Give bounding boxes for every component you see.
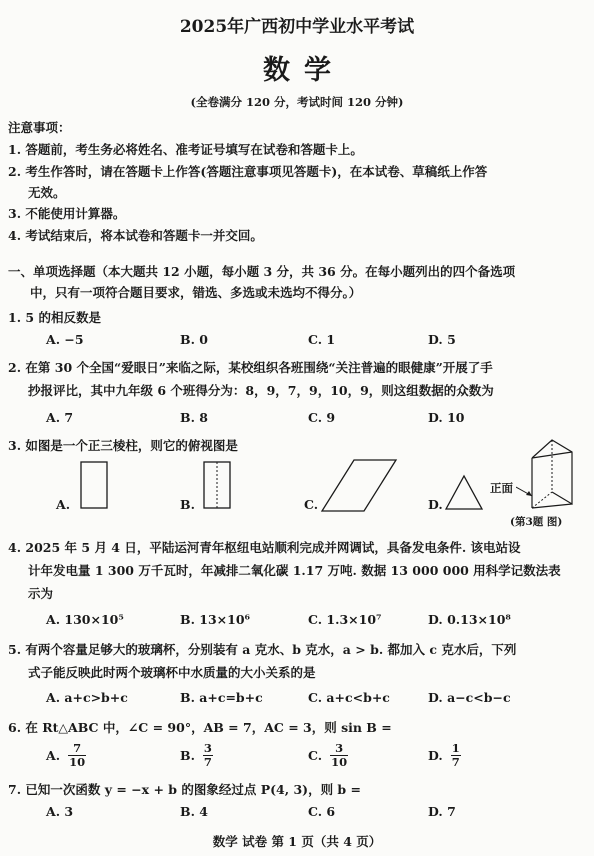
q6-option-c-label: C. [308,748,323,763]
q4-option-a: A. 130×10⁵ [46,612,124,627]
q2-option-c: C. 9 [308,410,336,425]
fraction-denominator: 7 [451,755,460,769]
q3-label-a: A. [56,497,71,512]
q4-line2: 计年发电量 1 300 万千瓦时，年减排二氧化碳 1.17 万吨. 数据 13 000 000 用科学记数法表 [28,563,561,578]
q7-option-b: B. 4 [180,804,208,819]
q3-option-c-figure [320,458,400,514]
subject-title: 数学 [263,55,345,86]
q5-option-a: A. a+c>b+c [46,690,128,705]
q1-option-c: C. 1 [308,332,336,347]
rectangle-shape [81,462,107,508]
q5-option-b: B. a+c=b+c [180,690,263,705]
q2-line1: 2. 在第 30 个全国“爱眼日”来临之际，某校组织各班围绕“关注普遍的眼健康”开展了手 [8,360,493,375]
q6-option-d-fraction [451,742,461,769]
q2-option-d: D. 10 [428,410,465,425]
exam-subtitle: (全卷满分 120 分，考试时间 120 分钟) [190,95,404,109]
q2-option-a: A. 7 [46,410,74,425]
q6-option-a-fraction [68,742,86,769]
q6-option-c-fraction [330,742,348,769]
q3-stem: 3. 如图是一个正三棱柱，则它的俯视图是 [8,438,238,453]
q1-stem: 1. 5 的相反数是 [8,310,101,325]
notice-item-2: 2. 考生作答时，请在答题卡上作答(答题注意事项见答题卡)，在本试卷、草稿纸上作答 [8,164,488,179]
page-footer: 数学 试卷 第 1 页（共 4 页） [212,834,382,849]
section-heading-line1: 一、单项选择题（本大题共 12 小题，每小题 3 分，共 36 分。在每小题列出的四个备选项 [8,264,516,279]
q3-option-a-figure [80,461,110,511]
notice-item-1: 1. 答题前，考生务必将姓名、准考证号填写在试卷和答题卡上。 [8,142,363,157]
notice-item-3: 3. 不能使用计算器。 [8,206,126,221]
q6-option-d-label: D. [428,748,443,763]
q6-option-b-label: B. [180,748,195,763]
prism-bottom-edge [532,504,572,508]
q4-line3: 示为 [28,586,54,601]
fraction-denominator: 7 [203,755,212,769]
q4-option-d: D. 0.13×10⁸ [428,612,511,627]
fraction-numerator: 3 [330,742,348,756]
q4-option-b: B. 13×10⁶ [180,612,251,627]
q6-option-b [180,742,213,769]
q1-option-a: A. −5 [46,332,84,347]
fraction-denominator: 10 [331,755,348,769]
q4-line1: 4. 2025 年 5 月 4 日，平陆运河青年枢纽电站顺利完成并网调试，具备发电条件. 该电站设 [8,540,521,555]
q6-stem: 6. 在 Rt△ABC 中，∠C = 90°，AB = 7，AC = 3，则 sin B = [8,720,392,735]
triangular-prism-figure [522,436,580,512]
q7-stem: 7. 已知一次函数 y = −x + b 的图象经过点 P(4, 3)，则 b = [8,782,361,797]
q5-option-c: C. a+c<b+c [308,690,390,705]
fraction-numerator: 7 [68,742,86,756]
q6-option-c [308,742,348,769]
q6-option-a-label: A. [46,748,61,763]
notice-heading: 注意事项： [8,120,71,135]
rectangle-shape [204,462,230,508]
front-arrow-icon [516,484,536,500]
fraction-denominator: 10 [69,755,86,769]
q3-label-b: B. [180,497,195,512]
q6-option-a [46,742,86,769]
triangle-shape [446,476,482,509]
q7-option-a: A. 3 [46,804,74,819]
q6-option-d [428,742,461,769]
fraction-numerator: 1 [451,741,460,755]
section-heading-line2: 中，只有一项符合题目要求，错选、多选或未选均不得分。） [30,285,362,300]
q5-option-d: D. a−c<b−c [428,690,511,705]
fraction-numerator: 3 [203,741,212,755]
q7-option-c: C. 6 [308,804,336,819]
q3-label-d: D. [428,497,443,512]
parallelogram-shape [322,460,396,511]
q3-option-d-figure [444,474,486,512]
notice-item-4: 4. 考试结束后，将本试卷和答题卡一并交回。 [8,228,263,243]
q3-figure-caption: (第3题 图) [510,516,563,528]
q5-line2: 式子能反映此时两个玻璃杯中水质量的大小关系的是 [28,665,316,680]
exam-title: 2025年广西初中学业水平考试 [179,17,415,37]
q4-option-c: C. 1.3×10⁷ [308,612,382,627]
q2-option-b: B. 8 [180,410,208,425]
q6-option-b-fraction [203,742,213,769]
front-label: 正面 [490,481,513,495]
q1-option-d: D. 5 [428,332,456,347]
q3-label-c: C. [304,497,319,512]
q5-line1: 5. 有两个容量足够大的玻璃杯，分别装有 a 克水、b 克水，a > b. 都加入 c 克水后，下列 [8,642,517,657]
q1-option-b: B. 0 [180,332,208,347]
q2-line2: 抄报评比，其中九年级 6 个班得分为：8，9，7，9，10，9，则这组数据的众数为 [28,383,494,398]
q3-option-b-figure [203,461,233,511]
q7-option-d: D. 7 [428,804,456,819]
notice-item-2-cont: 无效。 [28,185,66,200]
